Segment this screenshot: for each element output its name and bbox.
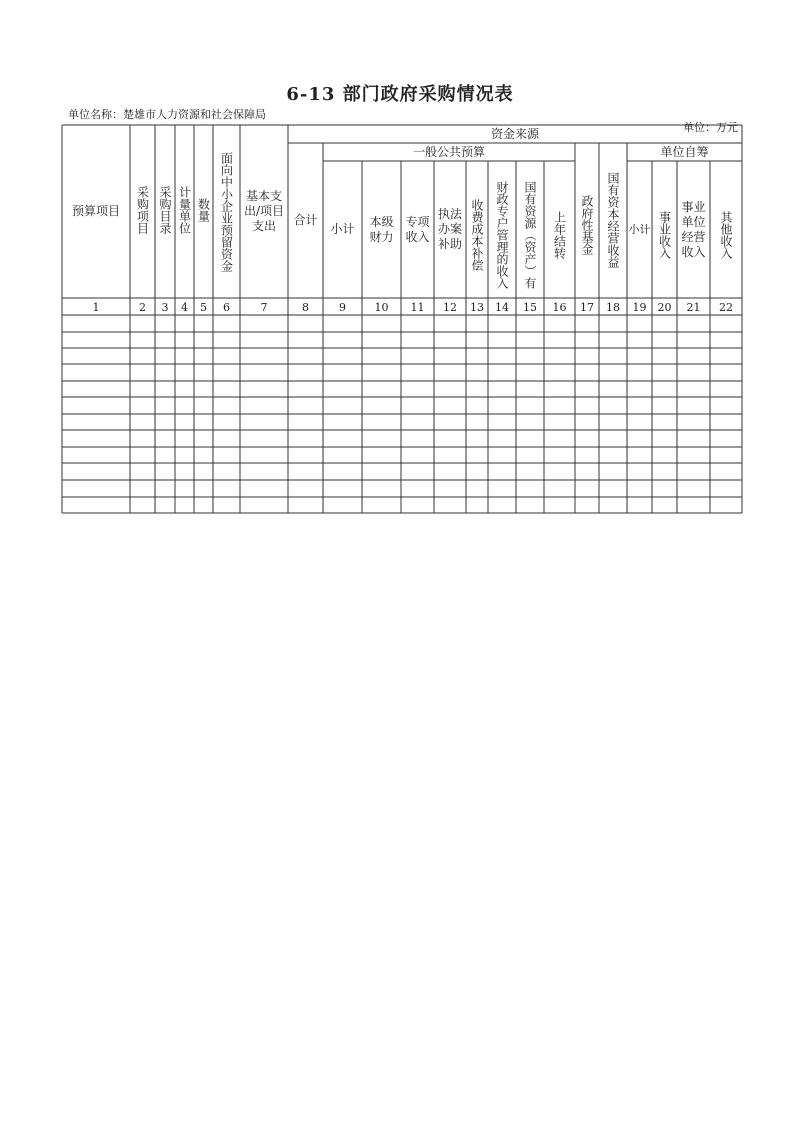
column-number: 3 (161, 300, 169, 314)
column-number: 14 (495, 300, 509, 314)
header-state-capital (599, 150, 627, 290)
column-number: 5 (200, 300, 207, 314)
header-proc-catalog-text: 采购目录 (158, 186, 172, 234)
column-number: 12 (443, 300, 457, 314)
column-number: 6 (223, 300, 230, 314)
header-budget-item: 预算项目 (71, 204, 120, 218)
header-law-subsidy: 执法办案补助 (437, 207, 462, 251)
header-fee-cost (466, 185, 488, 285)
header-gb-subtotal: 小计 (330, 222, 355, 236)
column-number: 16 (552, 300, 567, 314)
header-measure-unit-text: 计量单位 (177, 186, 192, 234)
column-number: 19 (632, 300, 647, 314)
header-sme-reserved-text: 面向中小企业预留资金 (219, 152, 234, 272)
currency-unit-label: 单位：万元 (683, 121, 738, 134)
header-fiscal-account-text: 财政专户管理的收入 (495, 181, 509, 289)
header-self-raised: 单位自筹 (660, 144, 709, 159)
column-number: 9 (339, 300, 346, 314)
header-proc-item-text: 采购项目 (135, 186, 150, 234)
header-carry-over (544, 195, 575, 275)
header-proc-catalog (155, 170, 175, 250)
column-number: 11 (410, 300, 425, 314)
header-business-income (652, 195, 677, 275)
header-state-assets-text: 国有资源（资产）有 (523, 181, 537, 289)
header-business-income-text: 事业收入 (657, 211, 672, 259)
column-number: 4 (181, 300, 188, 314)
header-unit-operating: 事业单位经营收入 (681, 199, 706, 259)
header-carry-over-text: 上年结转 (552, 211, 567, 259)
header-proc-item (130, 170, 155, 250)
page-title: 6-13 部门政府采购情况表 (286, 84, 514, 105)
header-general-budget: 一般公共预算 (412, 144, 485, 159)
column-number: 15 (523, 300, 537, 314)
header-own-finance: 本级财力 (369, 214, 394, 244)
column-number: 22 (719, 300, 733, 314)
header-other-income (710, 195, 742, 275)
header-sme-reserved (213, 132, 240, 292)
header-sr-subtotal: 小计 (628, 223, 651, 236)
header-other-income-text: 其他收入 (719, 211, 733, 259)
column-number: 2 (139, 300, 146, 314)
column-number: 18 (606, 300, 620, 314)
column-number: 13 (470, 300, 484, 314)
header-quantity-text: 数量 (196, 198, 211, 222)
header-fund-source: 资金来源 (490, 126, 539, 141)
header-gov-fund-text: 政府性基金 (580, 195, 594, 255)
column-number: 10 (374, 300, 389, 314)
column-number: 17 (580, 300, 594, 314)
header-state-capital-text: 国有资本经营收益 (606, 172, 620, 268)
header-gov-fund (575, 180, 599, 270)
column-number: 20 (657, 300, 672, 314)
header-special-income: 专项收入 (405, 214, 430, 244)
header-quantity (194, 185, 213, 235)
header-state-assets (516, 165, 544, 305)
column-number: 21 (686, 300, 701, 314)
column-number: 8 (302, 300, 309, 314)
header-measure-unit (175, 165, 194, 255)
unit-name-label: 单位名称：楚雄市人力资源和社会保障局 (68, 108, 266, 121)
column-number: 7 (260, 300, 268, 314)
header-total: 合计 (293, 213, 318, 227)
header-fee-cost-text: 收费成本补偿 (470, 199, 484, 271)
header-basic-expense: 基本支出/项目支出 (243, 189, 285, 233)
header-fiscal-account (488, 165, 516, 305)
column-number: 1 (92, 300, 100, 314)
